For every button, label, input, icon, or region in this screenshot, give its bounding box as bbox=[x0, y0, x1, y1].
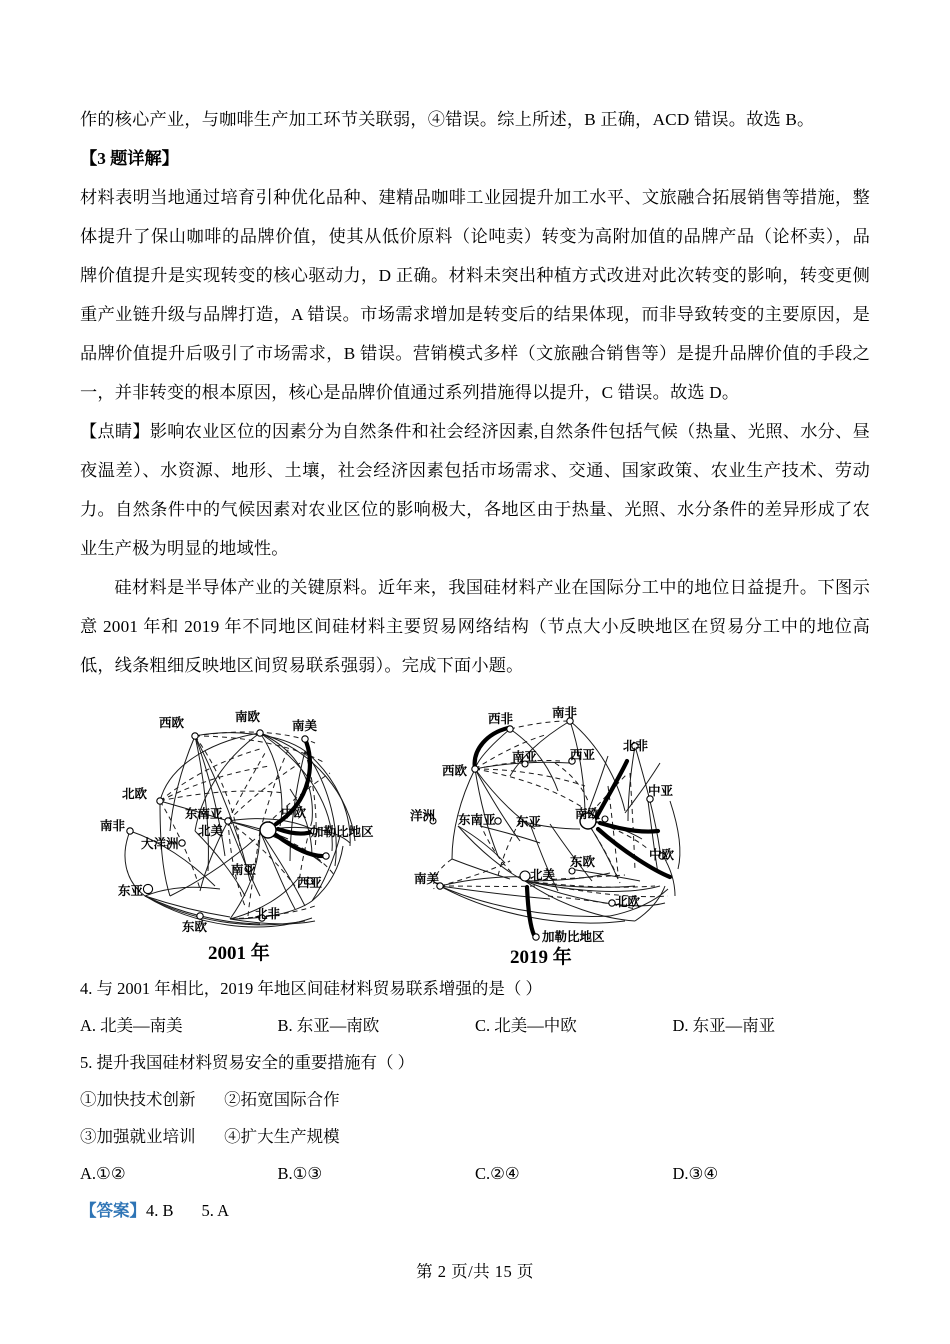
paragraph-continuation: 作的核心产业，与咖啡生产加工环节关联弱，④错误。综上所述，B 正确，ACD 错误。故选 B。 bbox=[80, 110, 815, 129]
label-2019-nanfei: 南非 bbox=[552, 706, 578, 720]
option-5-c[interactable]: C.②④ bbox=[475, 1164, 520, 1183]
subitem-3: ③加强就业培训 bbox=[80, 1127, 196, 1146]
figure-svg bbox=[100, 691, 800, 966]
node-2019-beimei bbox=[520, 871, 530, 881]
paragraph-q3-explanation: 材料表明当地通过培育引种优化品种、建精品咖啡工业园提升加工水平、文旅融合拓展销售等措施，整体提升了保山咖啡的品牌价值，使其从低价原料（论吨卖）转变为高附加值的品牌产品（论杯卖），品牌价值提升是实现转变的核心驱动力，D 正确。材料未突出种植方式改进对此次转变的影响，转变更侧重产业链升级与品牌打造，A 错误。市场需求增加是转变后的结果体现，而非导致转变的主要原因，是品牌价值提升后吸引了市场需求，B 错误。营销模式多样（文旅融合销售等）是提升品牌价值的手段之一，并非转变的根本原因，核心是品牌价值通过系列措施得以提升，C 错误。故选 D。 bbox=[80, 188, 870, 402]
label-2019-dongnanya: 东南亚 bbox=[458, 813, 496, 827]
answer-item-5: 5. A bbox=[201, 1201, 230, 1220]
trade-network-figures bbox=[80, 691, 870, 966]
node-2001-nanfei bbox=[127, 828, 133, 834]
node-2019-xifei bbox=[507, 726, 513, 732]
label-2001-beifei: 北非 bbox=[255, 907, 281, 921]
label-2019-dongou: 东欧 bbox=[570, 855, 596, 869]
node-2001-xiou bbox=[192, 733, 198, 739]
label-2001-nanou: 南欧 bbox=[235, 710, 261, 724]
paragraph-material-intro: 硅材料是半导体产业的关键原料。近年来，我国硅材料产业在国际分工中的地位日益提升。下图示意 2001 年和 2019 年不同地区间硅材料主要贸易网络结构（节点大小反映地区在贸易分工中的地位高低，线条粗细反映地区间贸易联系强弱）。完成下面小题。 bbox=[80, 578, 870, 675]
caption-2019: 2019 年 bbox=[510, 947, 572, 966]
paragraph-keypoint: 【点睛】影响农业区位的因素分为自然条件和社会经济因素,自然条件包括气候（热量、光照、水分、昼夜温差）、水资源、地形、土壤，社会经济因素包括市场需求、交通、国家政策、农业生产技术、劳动力。自然条件中的气候因素对农业区位的影响极大，各地区由于热量、光照、水分条件的差异形成了农业生产极为明显的地域性。 bbox=[80, 422, 870, 558]
label-2019-zhongya: 中亚 bbox=[648, 784, 674, 798]
node-2001-dayangzhou bbox=[179, 840, 185, 846]
answer-label: 【答案】 bbox=[80, 1201, 146, 1220]
question-4-options bbox=[80, 1007, 870, 1044]
page-footer: 第 2 页/共 15 页 bbox=[416, 1262, 534, 1281]
node-2019-jialebi bbox=[533, 934, 539, 940]
option-4-b[interactable]: B. 东亚—南欧 bbox=[277, 1016, 380, 1035]
answer-item-4: 4. B bbox=[146, 1201, 174, 1220]
label-2001-zhongou: 中欧 bbox=[281, 806, 307, 820]
option-5-b[interactable]: B.①③ bbox=[277, 1164, 323, 1183]
node-2001-beiou bbox=[157, 798, 163, 804]
node-2019-xiou bbox=[472, 766, 478, 772]
label-2019-beimei: 北美 bbox=[530, 868, 556, 882]
label-2001-dongnanya: 东南亚 bbox=[185, 807, 223, 821]
node-2001-nanou bbox=[257, 730, 263, 736]
option-4-c[interactable]: C. 北美—中欧 bbox=[475, 1016, 577, 1035]
label-2001-nanfei: 南非 bbox=[100, 819, 126, 833]
label-2019-dongya: 东亚 bbox=[516, 815, 542, 829]
option-5-a[interactable]: A.①② bbox=[80, 1164, 126, 1183]
node-2001-hub-beimei bbox=[260, 822, 276, 838]
node-2001-jialebi bbox=[323, 853, 329, 859]
chart-2019 bbox=[410, 705, 680, 966]
label-2019-nanmei: 南美 bbox=[414, 872, 440, 886]
label-2001-dayangzhou: 大洋洲 bbox=[141, 837, 179, 851]
label-2001-jialebi: 加勒比地区 bbox=[311, 825, 374, 839]
subitem-4: ④扩大生产规模 bbox=[224, 1127, 340, 1146]
answer-line bbox=[80, 1192, 870, 1229]
label-2019-zhongou: 中欧 bbox=[649, 848, 675, 862]
label-2001-xiou: 西欧 bbox=[159, 716, 185, 730]
option-4-d[interactable]: D. 东亚—南亚 bbox=[672, 1016, 776, 1035]
question-5-options bbox=[80, 1155, 870, 1192]
label-2019-xifei: 西非 bbox=[488, 712, 514, 726]
node-2001-dongya bbox=[143, 884, 152, 893]
label-2001-beiou: 北欧 bbox=[122, 787, 148, 801]
chart-2001 bbox=[100, 709, 374, 964]
caption-2001: 2001 年 bbox=[208, 943, 270, 964]
option-4-a[interactable]: A. 北美—南美 bbox=[80, 1016, 183, 1035]
node-2001-dongou bbox=[197, 913, 203, 919]
node-2019-nanou bbox=[602, 816, 608, 822]
option-5-d[interactable]: D.③④ bbox=[672, 1164, 719, 1183]
label-2019-nanou: 南欧 bbox=[575, 807, 601, 821]
label-2001-nanya: 南亚 bbox=[231, 863, 257, 877]
question-5-subitems-row1 bbox=[80, 1081, 870, 1118]
subitem-2: ②拓宽国际合作 bbox=[224, 1090, 340, 1109]
label-2019-beifei: 北非 bbox=[623, 739, 649, 753]
label-2019-yangzhou: 洋洲 bbox=[410, 809, 436, 823]
question-4-stem: 4. 与 2001 年相比，2019 年地区间硅材料贸易联系增强的是（ ） bbox=[80, 979, 542, 998]
label-2019-beiou: 北欧 bbox=[615, 895, 641, 909]
label-2019-jialebi: 加勒比地区 bbox=[542, 930, 605, 944]
node-2001-nanmei bbox=[302, 736, 308, 742]
question-5-subitems-row2 bbox=[80, 1118, 870, 1155]
label-2019-xiou: 西欧 bbox=[442, 764, 468, 778]
node-2001-dongnanya bbox=[225, 818, 231, 824]
label-2019-xiya: 西亚 bbox=[570, 748, 596, 762]
label-2001-beimei: 北美 bbox=[198, 824, 224, 838]
node-2019-dongnanya bbox=[495, 818, 501, 824]
question-5-stem: 5. 提升我国硅材料贸易安全的重要措施有（ ） bbox=[80, 1053, 415, 1072]
section-heading-q3: 【3 题详解】 bbox=[80, 149, 179, 168]
label-2001-nanmei: 南美 bbox=[292, 719, 318, 733]
label-2019-nanya: 南亚 bbox=[512, 750, 538, 764]
label-2001-dongya: 东亚 bbox=[118, 884, 144, 898]
subitem-1: ①加快技术创新 bbox=[80, 1090, 196, 1109]
label-2001-dongou: 东欧 bbox=[182, 920, 208, 934]
label-2001-xiya: 西亚 bbox=[297, 876, 323, 890]
